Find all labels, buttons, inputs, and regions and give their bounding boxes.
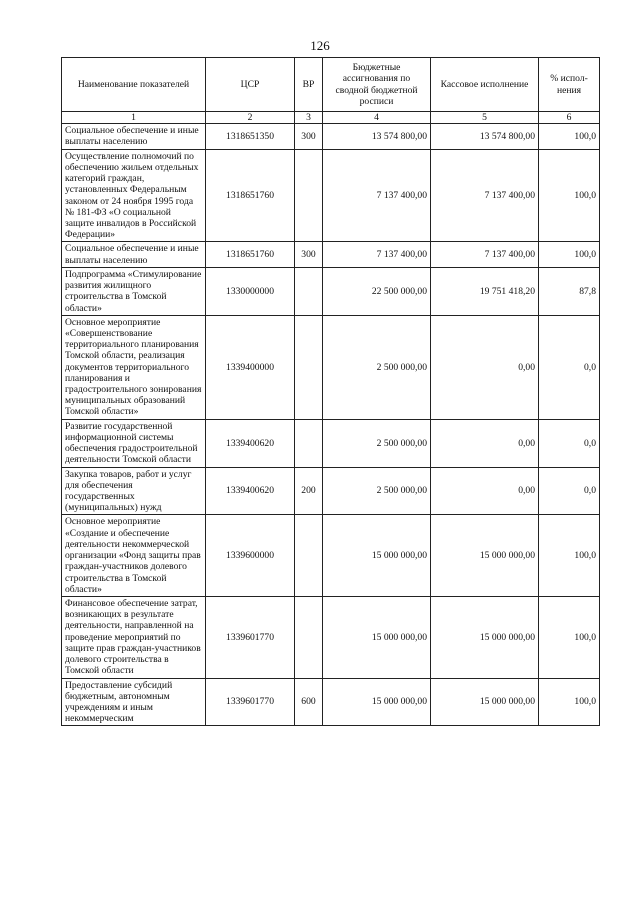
row-pct: 100,0 [539, 242, 600, 267]
row-name: Осуществление полномочий по обеспечению жильем отдельных категорий граждан, установленных Федеральным законом от 24 ноября 1995 года № 181-ФЗ «О социальной защите инвалидов в Российской Федерации» [62, 149, 206, 242]
header-name: Наименование показателей [62, 58, 206, 112]
row-budget: 13 574 800,00 [323, 124, 431, 149]
row-cash: 13 574 800,00 [431, 124, 539, 149]
column-number: 1 [62, 112, 206, 124]
header-vr: ВР [295, 58, 323, 112]
row-vr [295, 149, 323, 242]
table-row [62, 515, 600, 597]
row-name: Основное мероприятие «Создание и обеспечение деятельности некоммерческой организации «Фонд защиты прав граждан-участников долевого строительства в Томской области» [62, 515, 206, 597]
row-cash: 0,00 [431, 419, 539, 467]
row-budget: 22 500 000,00 [323, 267, 431, 315]
header-pct: % испол-нения [539, 58, 600, 112]
header-budget: Бюджетные ассигнования по сводной бюджетной росписи [323, 58, 431, 112]
row-csr: 1339400620 [206, 419, 295, 467]
page-number: 126 [310, 38, 330, 53]
header-csr: ЦСР [206, 58, 295, 112]
row-cash: 15 000 000,00 [431, 515, 539, 597]
table-row [62, 315, 600, 419]
row-cash: 15 000 000,00 [431, 678, 539, 726]
row-csr: 1318651760 [206, 242, 295, 267]
row-csr: 1339600000 [206, 515, 295, 597]
row-csr: 1339400620 [206, 467, 295, 515]
row-budget: 15 000 000,00 [323, 515, 431, 597]
row-cash: 7 137 400,00 [431, 149, 539, 242]
column-number: 5 [431, 112, 539, 124]
row-csr: 1330000000 [206, 267, 295, 315]
table-row [62, 678, 600, 726]
row-vr: 300 [295, 124, 323, 149]
row-pct: 0,0 [539, 467, 600, 515]
header-cash: Кассовое исполнение [431, 58, 539, 112]
row-pct: 100,0 [539, 124, 600, 149]
row-name: Предоставление субсидий бюджетным, автономным учреждениям и иным некоммерческим [62, 678, 206, 726]
row-csr: 1318651760 [206, 149, 295, 242]
table-row [62, 267, 600, 315]
row-budget: 2 500 000,00 [323, 315, 431, 419]
row-pct: 100,0 [539, 678, 600, 726]
table-row [62, 419, 600, 467]
row-budget: 7 137 400,00 [323, 149, 431, 242]
row-budget: 2 500 000,00 [323, 419, 431, 467]
row-vr: 200 [295, 467, 323, 515]
row-name: Финансовое обеспечение затрат, возникающих в результате деятельности, направленной на проведение мероприятий по защите прав граждан-участников долевого строительства в Томской области [62, 596, 206, 678]
row-budget: 7 137 400,00 [323, 242, 431, 267]
row-vr: 600 [295, 678, 323, 726]
row-name: Закупка товаров, работ и услуг для обеспечения государственных (муниципальных) нужд [62, 467, 206, 515]
row-budget: 2 500 000,00 [323, 467, 431, 515]
budget-table [61, 57, 600, 726]
row-cash: 15 000 000,00 [431, 596, 539, 678]
row-vr [295, 596, 323, 678]
row-vr [295, 267, 323, 315]
row-csr: 1339601770 [206, 596, 295, 678]
row-pct: 100,0 [539, 596, 600, 678]
table-row [62, 149, 600, 242]
row-vr [295, 419, 323, 467]
row-budget: 15 000 000,00 [323, 596, 431, 678]
row-pct: 0,0 [539, 419, 600, 467]
table-row [62, 467, 600, 515]
column-number: 6 [539, 112, 600, 124]
row-name: Социальное обеспечение и иные выплаты населению [62, 242, 206, 267]
row-pct: 0,0 [539, 315, 600, 419]
table-row [62, 242, 600, 267]
table-row [62, 124, 600, 149]
row-vr: 300 [295, 242, 323, 267]
column-number: 4 [323, 112, 431, 124]
row-cash: 19 751 418,20 [431, 267, 539, 315]
row-pct: 87,8 [539, 267, 600, 315]
row-cash: 7 137 400,00 [431, 242, 539, 267]
row-budget: 15 000 000,00 [323, 678, 431, 726]
column-number: 2 [206, 112, 295, 124]
table-row [62, 596, 600, 678]
column-number: 3 [295, 112, 323, 124]
row-name: Основное мероприятие «Совершенствование территориального планирования Томской области, реализация документов территориального планирования и градостроительного зонирования муниципальных образований Томской области» [62, 315, 206, 419]
column-number-row [62, 112, 600, 124]
row-csr: 1339601770 [206, 678, 295, 726]
row-cash: 0,00 [431, 315, 539, 419]
row-csr: 1339400000 [206, 315, 295, 419]
row-pct: 100,0 [539, 515, 600, 597]
row-name: Социальное обеспечение и иные выплаты населению [62, 124, 206, 149]
row-vr [295, 515, 323, 597]
row-csr: 1318651350 [206, 124, 295, 149]
row-vr [295, 315, 323, 419]
row-cash: 0,00 [431, 467, 539, 515]
row-pct: 100,0 [539, 149, 600, 242]
header-row [62, 58, 600, 112]
row-name: Развитие государственной информационной системы обеспечения градостроительной деятельности Томской области [62, 419, 206, 467]
row-name: Подпрограмма «Стимулирование развития жилищного строительства в Томской области» [62, 267, 206, 315]
